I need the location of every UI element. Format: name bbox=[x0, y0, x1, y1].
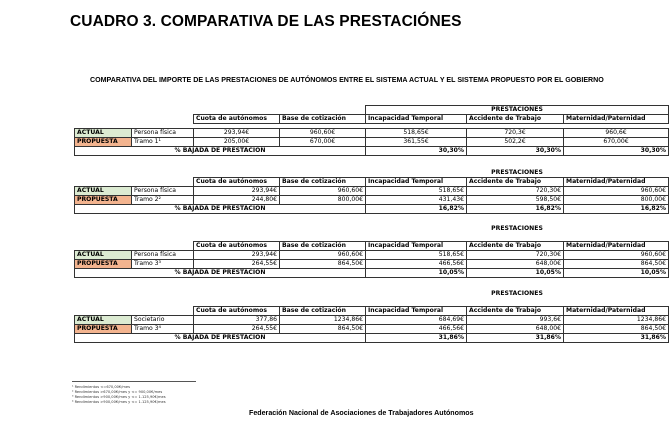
cuota-cell: 205,00€ bbox=[194, 138, 280, 147]
maternidad-header: Maternidad/Paternidad bbox=[564, 115, 669, 124]
table-row-bajada bbox=[75, 147, 669, 156]
tipo-cell: Tramo 2² bbox=[132, 196, 194, 205]
prestaciones-header: PRESTACIONES bbox=[491, 225, 543, 232]
mat-cell: 960,60€ bbox=[564, 251, 669, 260]
actual-label: ACTUAL bbox=[75, 251, 132, 260]
propuesta-label: PROPUESTA bbox=[75, 260, 132, 269]
accidente-header: Accidente de Trabajo bbox=[467, 178, 564, 187]
table-row-propuesta bbox=[75, 138, 669, 147]
comparison-table-1 bbox=[74, 105, 669, 156]
at-cell: 720,30€ bbox=[467, 187, 564, 196]
page-footer: Federación Nacional de Asociaciones de Trabajadores Autónomos bbox=[249, 409, 474, 417]
base-cell: 864,50€ bbox=[280, 260, 366, 269]
at-cell: 993,6€ bbox=[467, 316, 564, 325]
bajada-at: 10,05% bbox=[467, 269, 564, 278]
cuota-header: Cuota de autónomos bbox=[194, 178, 280, 187]
bajada-at: 16,82% bbox=[467, 205, 564, 214]
base-cell: 670,00€ bbox=[280, 138, 366, 147]
footnote-3: ³ Rendimientos >900,00€/mes y <= 1.125,90€/mes bbox=[72, 394, 166, 399]
it-cell: 518,65€ bbox=[366, 129, 467, 138]
base-header: Base de cotización bbox=[280, 115, 366, 124]
at-cell: 720,3€ bbox=[467, 129, 564, 138]
bajada-it: 30,30% bbox=[366, 147, 467, 156]
bajada-mat: 16,82% bbox=[564, 205, 669, 214]
cuota-cell: 264,55€ bbox=[194, 325, 280, 334]
cuota-cell: 244,80€ bbox=[194, 196, 280, 205]
at-cell: 598,50€ bbox=[467, 196, 564, 205]
tipo-cell: Tramo 1¹ bbox=[132, 138, 194, 147]
footnotes bbox=[72, 385, 166, 405]
cuota-cell: 293,94€ bbox=[194, 251, 280, 260]
bajada-at: 31,86% bbox=[467, 334, 564, 343]
mat-cell: 960,60€ bbox=[564, 187, 669, 196]
accidente-header: Accidente de Trabajo bbox=[467, 307, 564, 316]
base-header: Base de cotización bbox=[280, 307, 366, 316]
propuesta-label: PROPUESTA bbox=[75, 138, 132, 147]
it-cell: 684,69€ bbox=[366, 316, 467, 325]
footnote-4: ⁴ Rendimientos >900,00€/mes y <= 1.125,90€/mes bbox=[72, 399, 166, 404]
page-title: CUADRO 3. COMPARATIVA DE LAS PRESTACIÓNES bbox=[70, 13, 462, 30]
bajada-label: % BAJADA DE PRESTACION bbox=[75, 269, 366, 278]
bajada-label: % BAJADA DE PRESTACION bbox=[75, 147, 366, 156]
mat-cell: 1234,86€ bbox=[564, 316, 669, 325]
cuota-cell: 293,94€ bbox=[194, 129, 280, 138]
table-row-actual bbox=[75, 129, 669, 138]
incapacidad-header: Incapacidad Temporal bbox=[366, 307, 467, 316]
at-cell: 648,00€ bbox=[467, 260, 564, 269]
mat-cell: 670,00€ bbox=[564, 138, 669, 147]
it-cell: 466,56€ bbox=[366, 325, 467, 334]
base-cell: 864,50€ bbox=[280, 325, 366, 334]
mat-cell: 800,00€ bbox=[564, 196, 669, 205]
cuota-header: Cuota de autónomos bbox=[194, 115, 280, 124]
base-header: Base de cotización bbox=[280, 242, 366, 251]
incapacidad-header: Incapacidad Temporal bbox=[366, 115, 467, 124]
incapacidad-header: Incapacidad Temporal bbox=[366, 242, 467, 251]
accidente-header: Accidente de Trabajo bbox=[467, 115, 564, 124]
cuota-cell: 264,55€ bbox=[194, 260, 280, 269]
incapacidad-header: Incapacidad Temporal bbox=[366, 178, 467, 187]
at-cell: 648,00€ bbox=[467, 325, 564, 334]
base-cell: 960,60€ bbox=[280, 129, 366, 138]
table-row-propuesta bbox=[75, 325, 669, 334]
table-subtitle: COMPARATIVA DEL IMPORTE DE LAS PRESTACIONES DE AUTÓNOMOS ENTRE EL SISTEMA ACTUAL Y EL SISTEMA PROPUESTO POR EL GOBIERNO bbox=[90, 76, 604, 84]
propuesta-label: PROPUESTA bbox=[75, 196, 132, 205]
prestaciones-header: PRESTACIONES bbox=[491, 290, 543, 297]
actual-label: ACTUAL bbox=[75, 129, 132, 138]
maternidad-header: Maternidad/Paternidad bbox=[564, 178, 669, 187]
prestaciones-header: PRESTACIONES bbox=[491, 169, 543, 176]
bajada-label: % BAJADA DE PRESTACION bbox=[75, 334, 366, 343]
bajada-mat: 31,86% bbox=[564, 334, 669, 343]
at-cell: 502,2€ bbox=[467, 138, 564, 147]
table-row-propuesta bbox=[75, 260, 669, 269]
tipo-cell: Tramo 3⁴ bbox=[132, 325, 194, 334]
propuesta-label: PROPUESTA bbox=[75, 325, 132, 334]
mat-cell: 864,50€ bbox=[564, 260, 669, 269]
footnote-2: ² Rendimientos >670,00€/mes y <= 900,00€/mes bbox=[72, 389, 163, 394]
tipo-cell: Tramo 3³ bbox=[132, 260, 194, 269]
comparison-table-3 bbox=[74, 225, 669, 278]
base-cell: 960,60€ bbox=[280, 187, 366, 196]
cuota-header: Cuota de autónomos bbox=[194, 242, 280, 251]
footnote-divider bbox=[72, 381, 196, 382]
table-row-actual bbox=[75, 251, 669, 260]
bajada-it: 10,05% bbox=[366, 269, 467, 278]
table-row-actual bbox=[75, 316, 669, 325]
cuota-cell: 293,94€ bbox=[194, 187, 280, 196]
actual-label: ACTUAL bbox=[75, 187, 132, 196]
bajada-mat: 10,05% bbox=[564, 269, 669, 278]
comparison-table-2 bbox=[74, 169, 669, 214]
tipo-cell: Persona física bbox=[132, 251, 194, 260]
accidente-header: Accidente de Trabajo bbox=[467, 242, 564, 251]
it-cell: 518,65€ bbox=[366, 251, 467, 260]
it-cell: 466,56€ bbox=[366, 260, 467, 269]
it-cell: 361,55€ bbox=[366, 138, 467, 147]
it-cell: 518,65€ bbox=[366, 187, 467, 196]
bajada-it: 31,86% bbox=[366, 334, 467, 343]
footnote-1: ¹ Rendimientos <=670,00€/mes bbox=[72, 385, 130, 389]
mat-cell: 960,6€ bbox=[564, 129, 669, 138]
maternidad-header: Maternidad/Paternidad bbox=[564, 242, 669, 251]
bajada-label: % BAJADA DE PRESTACION bbox=[75, 205, 366, 214]
it-cell: 431,43€ bbox=[366, 196, 467, 205]
tipo-cell: Persona física bbox=[132, 187, 194, 196]
bajada-at: 30,30% bbox=[467, 147, 564, 156]
base-cell: 960,60€ bbox=[280, 251, 366, 260]
maternidad-header: Maternidad/Paternidad bbox=[564, 307, 669, 316]
bajada-it: 16,82% bbox=[366, 205, 467, 214]
base-header: Base de cotización bbox=[280, 178, 366, 187]
base-cell: 800,00€ bbox=[280, 196, 366, 205]
actual-label: ACTUAL bbox=[75, 316, 132, 325]
table-row-bajada bbox=[75, 269, 669, 278]
cuota-header: Cuota de autónomos bbox=[194, 307, 280, 316]
bajada-mat: 30,30% bbox=[564, 147, 669, 156]
cuota-cell: 377,86 bbox=[194, 316, 280, 325]
tipo-cell: Societario bbox=[132, 316, 194, 325]
tipo-cell: Persona física bbox=[132, 129, 194, 138]
mat-cell: 864,50€ bbox=[564, 325, 669, 334]
comparison-table-4 bbox=[74, 290, 669, 343]
table-row-actual bbox=[75, 187, 669, 196]
at-cell: 720,30€ bbox=[467, 251, 564, 260]
base-cell: 1234,86€ bbox=[280, 316, 366, 325]
prestaciones-header: PRESTACIONES bbox=[366, 106, 669, 115]
table-row-propuesta bbox=[75, 196, 669, 205]
table-row-bajada bbox=[75, 205, 669, 214]
table-row-bajada bbox=[75, 334, 669, 343]
